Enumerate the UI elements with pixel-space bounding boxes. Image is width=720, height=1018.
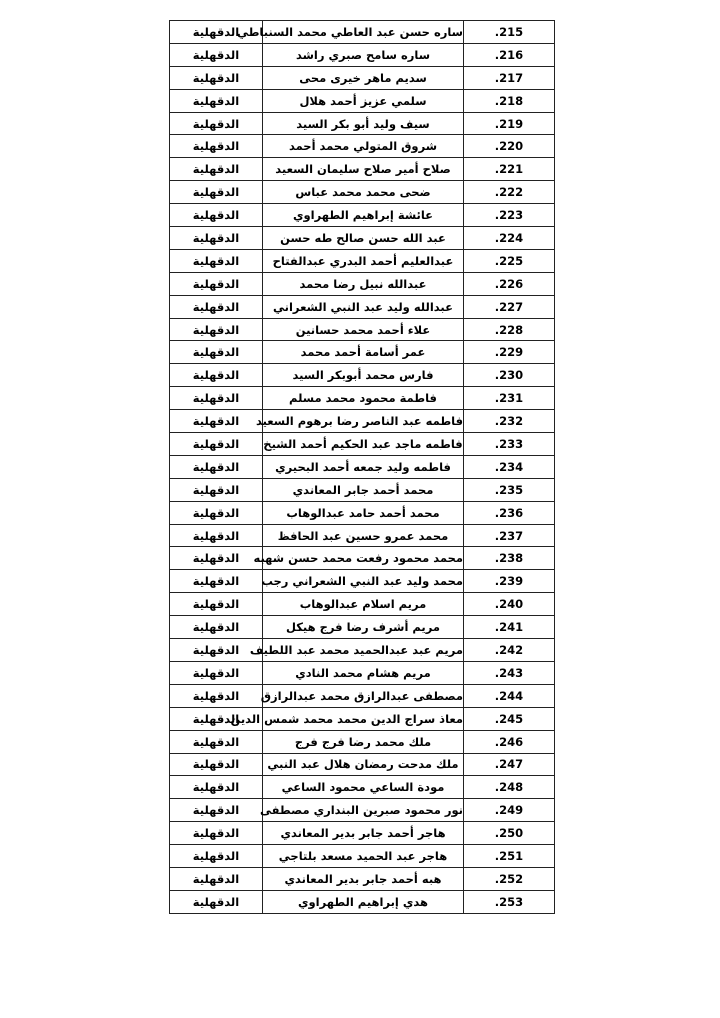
student-name-cell: محمد أحمد جابر المعاندي <box>263 478 464 501</box>
row-number-cell: 245. <box>464 707 555 730</box>
governorate-cell: الدقهلية <box>170 66 263 89</box>
table-row <box>170 639 555 662</box>
table-row <box>170 684 555 707</box>
governorate-cell: الدقهلية <box>170 776 263 799</box>
governorate-cell: الدقهلية <box>170 387 263 410</box>
table-row <box>170 295 555 318</box>
governorate-cell: الدقهلية <box>170 730 263 753</box>
table-row <box>170 364 555 387</box>
student-name-cell: ملك مدحت رمضان هلال عبد النبي <box>263 753 464 776</box>
table-row <box>170 799 555 822</box>
row-number-cell: 223. <box>464 204 555 227</box>
governorate-cell: الدقهلية <box>170 845 263 868</box>
student-name-cell: عبدالله نبيل رضا محمد <box>263 272 464 295</box>
governorate-cell: الدقهلية <box>170 799 263 822</box>
governorate-cell: الدقهلية <box>170 570 263 593</box>
governorate-cell: الدقهلية <box>170 318 263 341</box>
governorate-cell: الدقهلية <box>170 867 263 890</box>
table-row <box>170 455 555 478</box>
table-row <box>170 21 555 44</box>
student-roster-table <box>169 20 555 914</box>
table-row <box>170 524 555 547</box>
governorate-cell: الدقهلية <box>170 753 263 776</box>
governorate-cell: الدقهلية <box>170 181 263 204</box>
student-name-cell: ساره سامح صبري راشد <box>263 43 464 66</box>
table-row <box>170 135 555 158</box>
table-row <box>170 204 555 227</box>
table-row <box>170 341 555 364</box>
row-number-cell: 232. <box>464 410 555 433</box>
student-name-cell: سيف وليد أبو بكر السيد <box>263 112 464 135</box>
table-row <box>170 181 555 204</box>
governorate-cell: الدقهلية <box>170 204 263 227</box>
student-name-cell: محمد وليد عبد النبي الشعراني رجب <box>263 570 464 593</box>
table-row <box>170 89 555 112</box>
governorate-cell: الدقهلية <box>170 43 263 66</box>
student-name-cell: مريم أشرف رضا فرج هيكل <box>263 616 464 639</box>
table-row <box>170 707 555 730</box>
student-name-cell: فاطمه ماجد عبد الحكيم أحمد الشيخ <box>263 433 464 456</box>
table-row <box>170 867 555 890</box>
governorate-cell: الدقهلية <box>170 616 263 639</box>
governorate-cell: الدقهلية <box>170 249 263 272</box>
student-name-cell: محمد أحمد حامد عبدالوهاب <box>263 501 464 524</box>
student-name-cell: محمد عمرو حسين عبد الحافظ <box>263 524 464 547</box>
governorate-cell: الدقهلية <box>170 455 263 478</box>
student-name-cell: هاجر عبد الحميد مسعد بلتاجي <box>263 845 464 868</box>
row-number-cell: 238. <box>464 547 555 570</box>
row-number-cell: 250. <box>464 822 555 845</box>
student-name-cell: فاطمه عبد الناصر رضا برهوم السعيد <box>263 410 464 433</box>
row-number-cell: 218. <box>464 89 555 112</box>
governorate-cell: الدقهلية <box>170 158 263 181</box>
table-row <box>170 387 555 410</box>
student-name-cell: فارس محمد أبوبكر السيد <box>263 364 464 387</box>
student-name-cell: فاطمة محمود محمد مسلم <box>263 387 464 410</box>
row-number-cell: 251. <box>464 845 555 868</box>
row-number-cell: 234. <box>464 455 555 478</box>
student-name-cell: عائشة إبراهيم الطهراوي <box>263 204 464 227</box>
row-number-cell: 217. <box>464 66 555 89</box>
row-number-cell: 230. <box>464 364 555 387</box>
student-name-cell: هاجر أحمد جابر بدير المعاندي <box>263 822 464 845</box>
row-number-cell: 231. <box>464 387 555 410</box>
student-name-cell: معاذ سراج الدين محمد محمد شمس الدين <box>263 707 464 730</box>
row-number-cell: 249. <box>464 799 555 822</box>
student-name-cell: ساره حسن عبد العاطي محمد السنباطي <box>263 21 464 44</box>
row-number-cell: 220. <box>464 135 555 158</box>
row-number-cell: 224. <box>464 227 555 250</box>
row-number-cell: 215. <box>464 21 555 44</box>
governorate-cell: الدقهلية <box>170 112 263 135</box>
governorate-cell: الدقهلية <box>170 501 263 524</box>
table-row <box>170 730 555 753</box>
table-row <box>170 616 555 639</box>
governorate-cell: الدقهلية <box>170 890 263 913</box>
governorate-cell: الدقهلية <box>170 89 263 112</box>
row-number-cell: 246. <box>464 730 555 753</box>
row-number-cell: 233. <box>464 433 555 456</box>
table-row <box>170 547 555 570</box>
row-number-cell: 243. <box>464 661 555 684</box>
table-row <box>170 776 555 799</box>
student-name-cell: ضحى محمد محمد عباس <box>263 181 464 204</box>
student-name-cell: سلمي عزيز أحمد هلال <box>263 89 464 112</box>
row-number-cell: 240. <box>464 593 555 616</box>
row-number-cell: 221. <box>464 158 555 181</box>
governorate-cell: الدقهلية <box>170 341 263 364</box>
row-number-cell: 247. <box>464 753 555 776</box>
governorate-cell: الدقهلية <box>170 547 263 570</box>
student-name-cell: مريم عبد عبدالحميد محمد عبد اللطيف <box>263 639 464 662</box>
table-row <box>170 227 555 250</box>
row-number-cell: 236. <box>464 501 555 524</box>
governorate-cell: الدقهلية <box>170 295 263 318</box>
student-name-cell: فاطمه وليد جمعه أحمد البحيري <box>263 455 464 478</box>
governorate-cell: الدقهلية <box>170 478 263 501</box>
row-number-cell: 216. <box>464 43 555 66</box>
table-row <box>170 822 555 845</box>
governorate-cell: الدقهلية <box>170 661 263 684</box>
student-name-cell: هدي إبراهيم الطهراوي <box>263 890 464 913</box>
table-row <box>170 501 555 524</box>
student-name-cell: عبد الله حسن صالح طه حسن <box>263 227 464 250</box>
table-row <box>170 66 555 89</box>
table-row <box>170 661 555 684</box>
row-number-cell: 253. <box>464 890 555 913</box>
student-name-cell: عبدالعليم أحمد البدري عبدالفتاح <box>263 249 464 272</box>
roster-body <box>170 21 555 914</box>
student-name-cell: ملك محمد رضا فرج فرج <box>263 730 464 753</box>
student-name-cell: مصطفى عبدالرازق محمد عبدالرازق <box>263 684 464 707</box>
table-row <box>170 158 555 181</box>
governorate-cell: الدقهلية <box>170 524 263 547</box>
table-row <box>170 845 555 868</box>
student-name-cell: مريم اسلام عبدالوهاب <box>263 593 464 616</box>
table-row <box>170 570 555 593</box>
table-row <box>170 249 555 272</box>
governorate-cell: الدقهلية <box>170 433 263 456</box>
table-row <box>170 112 555 135</box>
student-name-cell: محمد محمود رفعت محمد حسن شهبه <box>263 547 464 570</box>
row-number-cell: 252. <box>464 867 555 890</box>
governorate-cell: الدقهلية <box>170 364 263 387</box>
row-number-cell: 219. <box>464 112 555 135</box>
student-name-cell: هبه أحمد جابر بدير المعاندي <box>263 867 464 890</box>
table-row <box>170 478 555 501</box>
row-number-cell: 225. <box>464 249 555 272</box>
student-name-cell: مودة الساعي محمود الساعي <box>263 776 464 799</box>
governorate-cell: الدقهلية <box>170 639 263 662</box>
table-row <box>170 272 555 295</box>
row-number-cell: 237. <box>464 524 555 547</box>
row-number-cell: 248. <box>464 776 555 799</box>
student-name-cell: عبدالله وليد عبد النبي الشعراني <box>263 295 464 318</box>
student-name-cell: عمر أسامة أحمد محمد <box>263 341 464 364</box>
governorate-cell: الدقهلية <box>170 227 263 250</box>
row-number-cell: 228. <box>464 318 555 341</box>
row-number-cell: 241. <box>464 616 555 639</box>
student-name-cell: نور محمود صبرين البنداري مصطفى <box>263 799 464 822</box>
row-number-cell: 239. <box>464 570 555 593</box>
governorate-cell: الدقهلية <box>170 822 263 845</box>
student-name-cell: صلاح أمير صلاح سليمان السعيد <box>263 158 464 181</box>
table-row <box>170 753 555 776</box>
governorate-cell: الدقهلية <box>170 684 263 707</box>
table-row <box>170 318 555 341</box>
governorate-cell: الدقهلية <box>170 707 263 730</box>
row-number-cell: 229. <box>464 341 555 364</box>
table-row <box>170 433 555 456</box>
row-number-cell: 222. <box>464 181 555 204</box>
governorate-cell: الدقهلية <box>170 593 263 616</box>
table-row <box>170 593 555 616</box>
governorate-cell: الدقهلية <box>170 21 263 44</box>
table-row <box>170 410 555 433</box>
student-name-cell: شروق المتولي محمد أحمد <box>263 135 464 158</box>
student-name-cell: علاء أحمد محمد حسانين <box>263 318 464 341</box>
row-number-cell: 235. <box>464 478 555 501</box>
governorate-cell: الدقهلية <box>170 410 263 433</box>
row-number-cell: 242. <box>464 639 555 662</box>
governorate-cell: الدقهلية <box>170 272 263 295</box>
student-name-cell: سديم ماهر خيرى محى <box>263 66 464 89</box>
table-row <box>170 890 555 913</box>
student-name-cell: مريم هشام محمد النادي <box>263 661 464 684</box>
row-number-cell: 226. <box>464 272 555 295</box>
governorate-cell: الدقهلية <box>170 135 263 158</box>
row-number-cell: 244. <box>464 684 555 707</box>
table-row <box>170 43 555 66</box>
row-number-cell: 227. <box>464 295 555 318</box>
